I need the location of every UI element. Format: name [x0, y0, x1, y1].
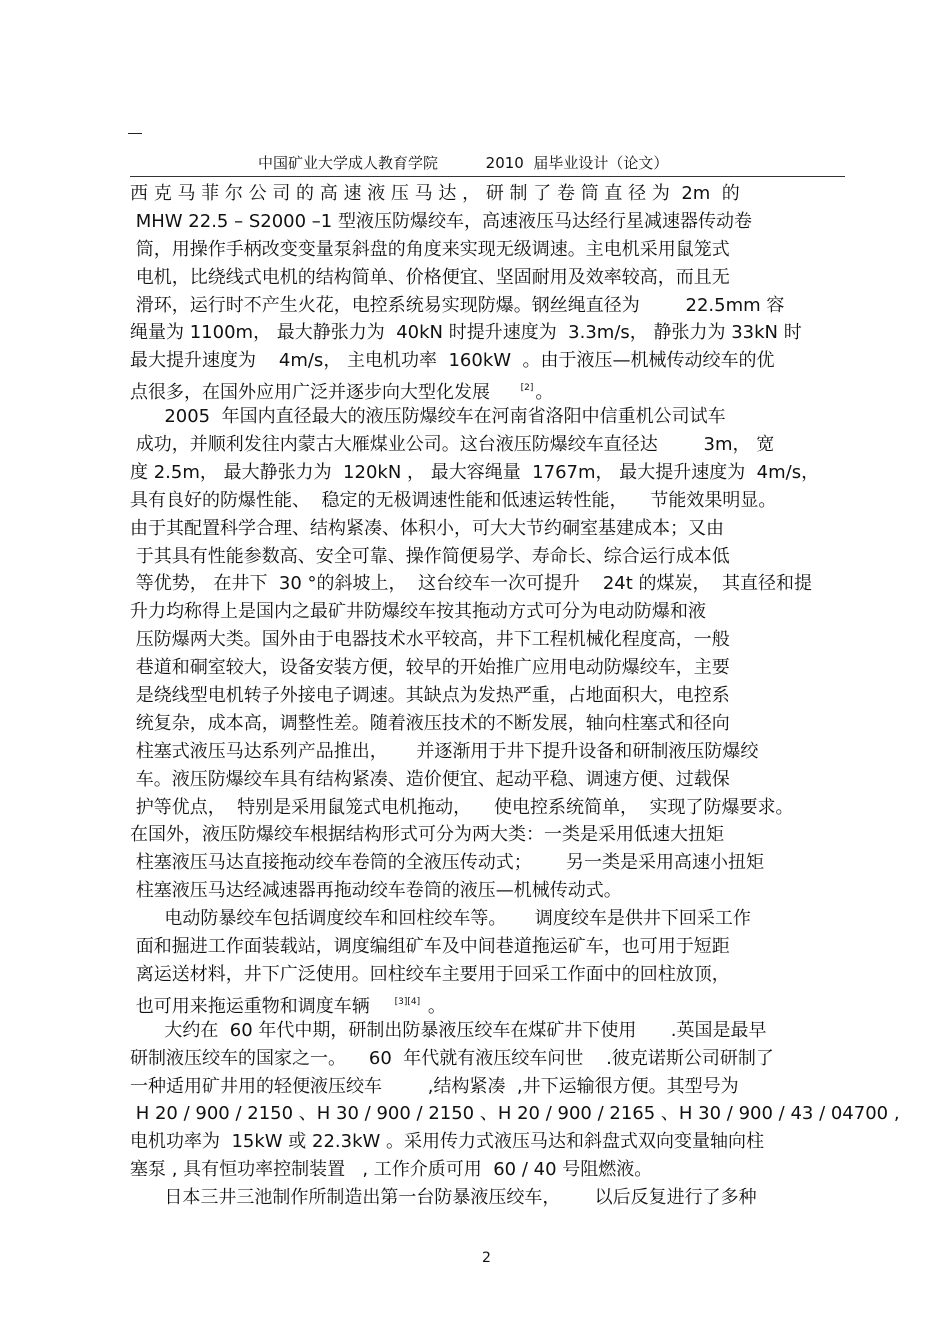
line-text: 在国外，液压防爆绞车根据结构形式可分为两大类：一类是采用低速大扭矩	[130, 824, 724, 846]
text-line	[130, 626, 850, 654]
line-text: 电机功率为 15kW 或 22.3kW 。采用传力式液压马达和斜盘式双向变量轴向柱	[130, 1131, 765, 1153]
line-text: 研制液压绞车的国家之一。 60 年代就有液压绞车问世 .彼克诺斯公司研制了	[130, 1047, 774, 1069]
text-line	[130, 1045, 850, 1073]
text-line	[130, 682, 850, 710]
text-line	[130, 1073, 850, 1101]
line-text: 成功，并顺利发往内蒙古大雁煤业公司。这台液压防爆绞车直径达 3m， 宽	[130, 434, 775, 456]
line-text: 压防爆两大类。国外由于电器技术水平较高，井下工程机械化程度高，一般	[130, 629, 730, 651]
line-text: 是绕线型电机转子外接电子调速。其缺点为发热严重，占地面积大，电控系	[130, 685, 730, 707]
line-text: 升力均称得上是国内之最矿井防爆绞车按其拖动方式可分为电动防爆和液	[130, 601, 706, 623]
text-line	[130, 794, 850, 822]
line-text: 等优势， 在井下 30 °的斜坡上， 这台绞车一次可提升 24t 的煤炭， 其直径和提	[130, 573, 812, 595]
line-text: 车。液压防爆绞车具有结构紧凑、造价便宜、起动平稳、调速方便、过载保	[130, 768, 730, 790]
text-line	[130, 403, 850, 431]
text-line	[130, 1017, 850, 1045]
line-text: 具有良好的防爆性能、 稳定的无极调速性能和低速运转性能， 节能效果明显。	[130, 489, 777, 511]
line-text: H 20 / 900 / 2150 、H 30 / 900 / 2150 、H 20 / 900 / 2165 、H 30 / 900 / 43 / 04700 ,	[130, 1103, 900, 1125]
line-tail: 。	[535, 382, 554, 404]
page-number: 2	[482, 1250, 491, 1266]
line-text: 电机，比绕线式电机的结构简单、价格便宜、坚固耐用及效率较高，而且无	[130, 266, 730, 288]
line-text: 柱塞式液压马达系列产品推出， 并逐渐用于井下提升设备和研制液压防爆绞	[130, 740, 759, 762]
text-line	[130, 459, 850, 487]
line-text: 2005 年国内直径最大的液压防爆绞车在河南省洛阳中信重机公司试车	[130, 406, 726, 428]
text-line	[130, 821, 850, 849]
text-line	[130, 738, 850, 766]
line-text: 塞泵 , 具有恒功率控制装置 , 工作介质可用 60 / 40 号阻燃液。	[130, 1159, 653, 1181]
text-line	[130, 905, 850, 933]
text-line	[130, 1100, 900, 1128]
line-text: 也可用来拖运重物和调度车辆	[130, 995, 393, 1017]
text-line	[130, 208, 850, 236]
line-text: 电动防暴绞车包括调度绞车和回柱绞车等。 调度绞车是供井下回采工作	[130, 908, 751, 930]
text-line	[130, 1156, 850, 1184]
header-dash	[128, 133, 142, 134]
line-text: 一种适用矿井用的轻便液压绞车 ,结构紧凑 ,井下运输很方便。其型号为	[130, 1075, 739, 1097]
line-text: 面和掘进工作面装载站，调度编组矿车及中间巷道拖运矿车，也可用于短距	[130, 936, 730, 958]
text-line	[130, 654, 850, 682]
line-text: MHW 22.5 – S2000 –1 型液压防爆绞车，高速液压马达经行星减速器传动卷	[130, 210, 752, 232]
page-header: 中国矿业大学成人教育学院 2010 届毕业设计（论文）	[258, 154, 669, 172]
header-rule	[130, 176, 845, 177]
text-line	[130, 543, 850, 571]
line-text: 离运送材料，井下广泛使用。回柱绞车主要用于回采工作面中的回柱放顶，	[130, 963, 730, 985]
text-line	[130, 989, 850, 1017]
text-line	[130, 570, 850, 598]
text-line	[130, 180, 850, 208]
line-text: 于其具有性能参数高、安全可靠、操作简便易学、寿命长、综合运行成本低	[130, 545, 730, 567]
text-line	[130, 347, 850, 375]
line-text: 大约在 60 年代中期，研制出防暴液压绞车在煤矿井下使用 .英国是最早	[130, 1019, 767, 1041]
line-text: 西 克 马 菲 尔 公 司 的 高 速 液 压 马 达 ， 研 制 了 卷 筒 直 径 为 2m 的	[130, 183, 740, 204]
text-line	[130, 264, 850, 292]
text-line	[130, 877, 850, 905]
text-line	[130, 431, 850, 459]
body-text	[130, 180, 900, 1212]
text-line	[130, 236, 850, 264]
line-text: 绳量为 1100m， 最大静张力为 40kN 时提升速度为 3.3m/s， 静张力为 33kN 时	[130, 322, 802, 344]
line-text: 巷道和硐室较大，设备安装方便，较早的开始推广应用电动防爆绞车，主要	[130, 657, 730, 679]
text-line	[130, 375, 850, 403]
line-text: 度 2.5m， 最大静张力为 120kN ， 最大容绳量 1767m， 最大提升速度为 4m/s，	[130, 461, 820, 483]
text-line	[130, 710, 850, 738]
line-text: 柱塞液压马达直接拖动绞车卷筒的全液压传动式； 另一类是采用高速小扭矩	[130, 852, 765, 874]
line-text: 由于其配置科学合理、结构紧凑、体积小，可大大节约硐室基建成本；又由	[130, 517, 724, 539]
text-line	[130, 961, 850, 989]
line-text: 护等优点， 特别是采用鼠笼式电机拖动， 使电控系统简单， 实现了防爆要求。	[130, 796, 794, 818]
line-text: 点很多，在国外应用广泛并逐步向大型化发展	[130, 382, 519, 404]
text-line	[130, 1184, 850, 1212]
text-line	[130, 933, 850, 961]
text-line	[130, 487, 850, 515]
line-text: 最大提升速度为 4m/s， 主电机功率 160kW 。由于液压—机械传动绞车的优	[130, 350, 775, 372]
line-text: 筒，用操作手柄改变变量泵斜盘的角度来实现无级调速。主电机采用鼠笼式	[130, 238, 730, 260]
citation-ref: [3][4]	[394, 996, 421, 1007]
line-text: 日本三井三池制作所制造出第一台防暴液压绞车， 以后反复进行了多种	[130, 1187, 757, 1209]
citation-ref: [2]	[520, 383, 534, 394]
text-line	[130, 1128, 850, 1156]
text-line	[130, 766, 850, 794]
text-line	[130, 849, 850, 877]
text-line	[130, 515, 850, 543]
text-line	[130, 292, 850, 320]
line-text: 滑环，运行时不产生火花，电控系统易实现防爆。钢丝绳直径为 22.5mm 容	[130, 294, 785, 316]
line-tail: 。	[422, 995, 446, 1017]
text-line	[130, 319, 850, 347]
text-line	[130, 598, 850, 626]
line-text: 柱塞液压马达经减速器再拖动绞车卷筒的液压—机械传动式。	[130, 880, 622, 902]
line-text: 统复杂，成本高，调整性差。随着液压技术的不断发展，轴向柱塞式和径向	[130, 712, 730, 734]
